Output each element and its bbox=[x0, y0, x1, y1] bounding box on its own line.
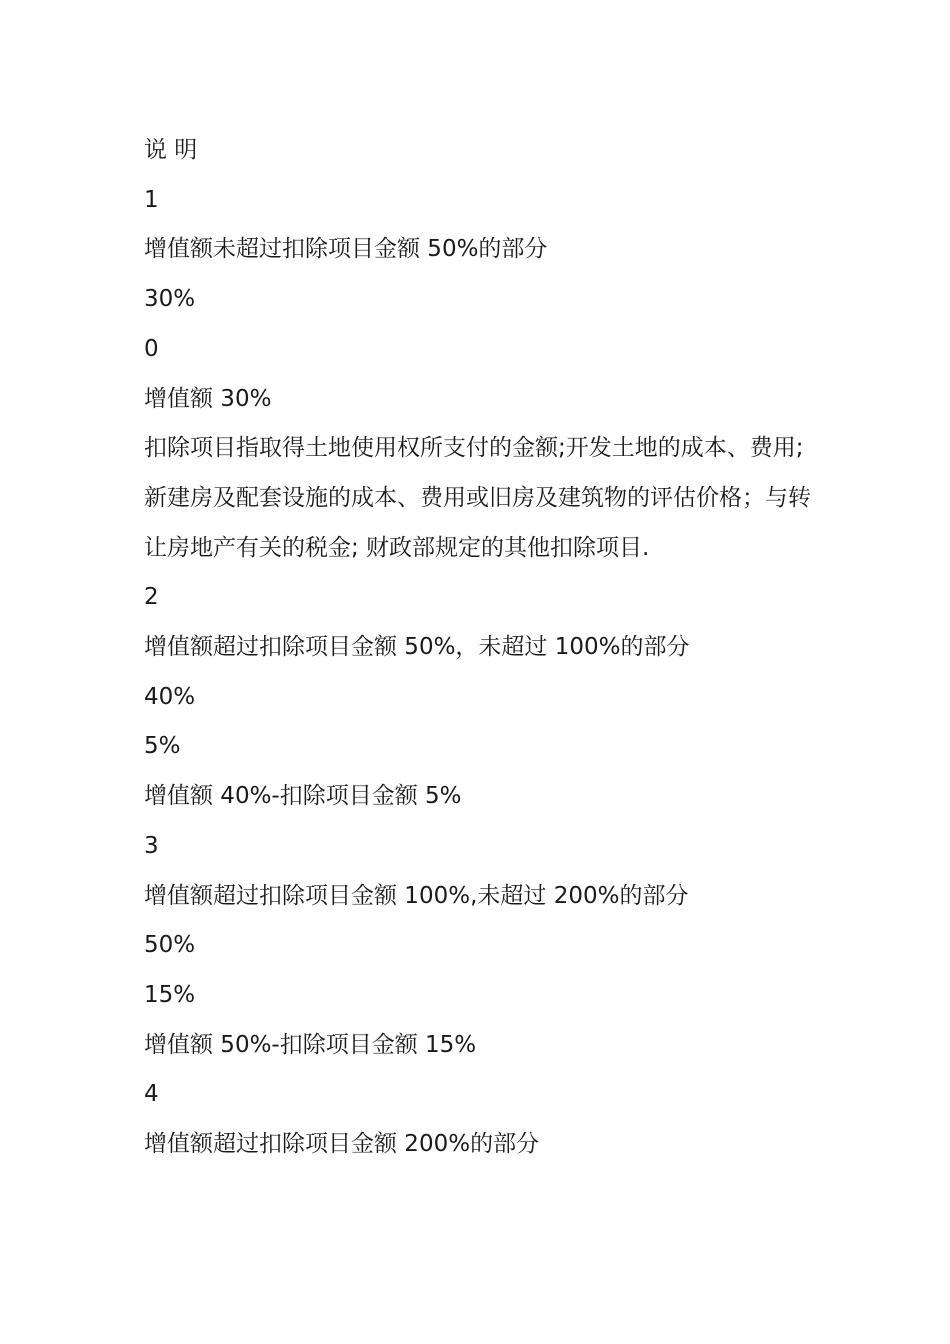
row2-deduction-rate: 5% bbox=[144, 733, 181, 760]
row3-rate: 50% bbox=[144, 932, 196, 959]
row3-range: 增值额超过扣除项目金额 100%,未超过 200%的部分 bbox=[144, 882, 689, 909]
row1-rate: 30% bbox=[144, 286, 196, 313]
row3-number: 3 bbox=[144, 832, 159, 859]
document-body bbox=[144, 126, 814, 1170]
row1-range: 增值额未超过扣除项目金额 50%的部分 bbox=[144, 236, 548, 263]
deduction-items-note: 扣除项目指取得土地使用权所支付的金额;开发土地的成本、费用;新建房及配套设施的成本、费用或旧房及建筑物的评估价格；与转让房地产有关的税金; 财政部规定的其他扣除项目. bbox=[144, 435, 811, 561]
row4-number: 4 bbox=[144, 1081, 159, 1108]
row1-formula: 增值额 30% bbox=[144, 385, 272, 412]
row3-deduction-rate: 15% bbox=[144, 981, 196, 1008]
row2-range: 增值额超过扣除项目金额 50%，未超过 100%的部分 bbox=[144, 634, 690, 661]
row1-number: 1 bbox=[144, 186, 159, 213]
row3-formula: 增值额 50%-扣除项目金额 15% bbox=[144, 1031, 477, 1058]
heading: 说 明 bbox=[144, 137, 198, 163]
row2-formula: 增值额 40%-扣除项目金额 5% bbox=[144, 783, 462, 810]
row1-deduction-rate: 0 bbox=[144, 335, 159, 362]
row4-range: 增值额超过扣除项目金额 200%的部分 bbox=[144, 1131, 540, 1158]
row2-rate: 40% bbox=[144, 683, 196, 710]
row2-number: 2 bbox=[144, 584, 159, 611]
